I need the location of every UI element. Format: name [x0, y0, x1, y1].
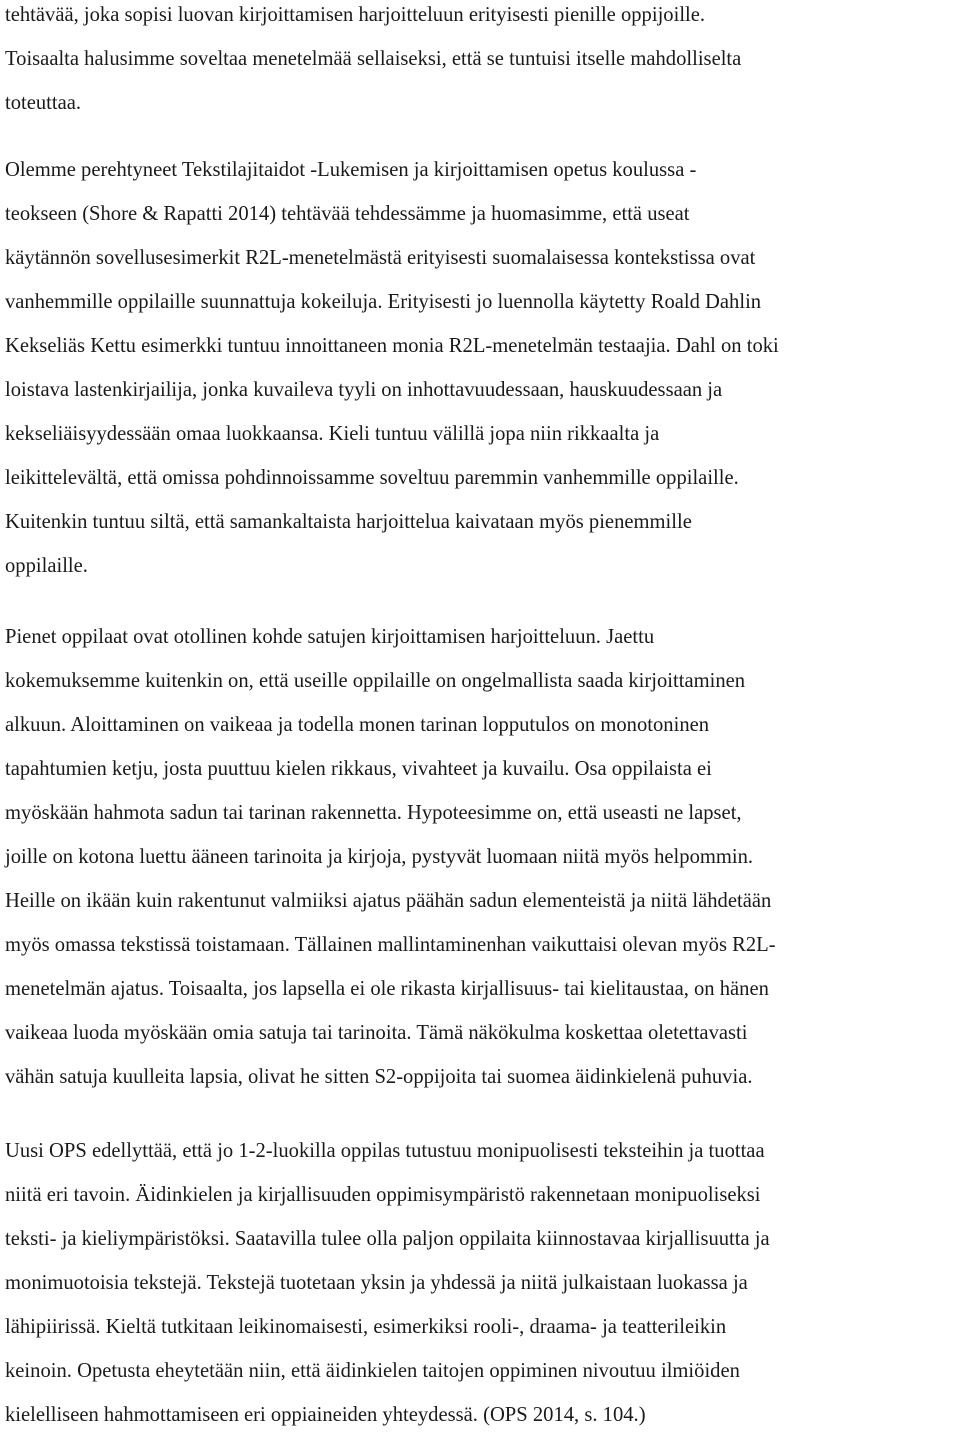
text-line: teksti- ja kieliympäristöksi. Saatavilla tulee olla paljon oppilaita kiinnostavaa kirjallisuutta ja — [5, 1228, 770, 1250]
text-line: Toisaalta halusimme soveltaa menetelmää sellaiseksi, että se tuntuisi itselle mahdolliselta — [5, 48, 742, 70]
text-line: lähipiirissä. Kieltä tutkitaan leikinomaisesti, esimerkiksi rooli-, draama- ja teatterileikin — [5, 1316, 727, 1338]
text-line: teokseen (Shore & Rapatti 2014) tehtävää tehdessämme ja huomasimme, että useat — [5, 203, 690, 225]
text-line: Uusi OPS edellyttää, että jo 1-2-luokilla oppilas tutustuu monipuolisesti teksteihin ja tuottaa — [5, 1140, 765, 1162]
text-line: keinoin. Opetusta eheytetään niin, että äidinkielen taitojen oppiminen nivoutuu ilmiöiden — [5, 1360, 740, 1382]
text-line: vähän satuja kuulleita lapsia, olivat he sitten S2-oppijoita tai suomea äidinkielenä puhuvia. — [5, 1066, 753, 1088]
text-line: kielelliseen hahmottamiseen eri oppiaineiden yhteydessä. (OPS 2014, s. 104.) — [5, 1404, 646, 1426]
text-line: menetelmän ajatus. Toisaalta, jos lapsella ei ole rikasta kirjallisuus- tai kielitaustaa, on hänen — [5, 978, 769, 1000]
text-line: myöskään hahmota sadun tai tarinan rakennetta. Hypoteesimme on, että useasti ne lapset, — [5, 802, 742, 824]
text-line: tehtävää, joka sopisi luovan kirjoittamisen harjoitteluun erityisesti pienille oppijoille. — [5, 4, 706, 26]
text-line: oppilaille. — [5, 555, 88, 577]
text-line: monimuotoisia tekstejä. Tekstejä tuotetaan yksin ja yhdessä ja niitä julkaistaan luokassa ja — [5, 1272, 748, 1294]
text-line: Kuitenkin tuntuu siltä, että samankaltaista harjoittelua kaivataan myös pienemmille — [5, 511, 692, 533]
text-line: alkuun. Aloittaminen on vaikeaa ja todella monen tarinan lopputulos on monotoninen — [5, 714, 710, 736]
text-line: Kekseliäs Kettu esimerkki tuntuu innoittaneen monia R2L-menetelmän testaajia. Dahl on toki — [5, 335, 779, 357]
text-line: vanhemmille oppilaille suunnattuja kokeiluja. Erityisesti jo luennolla käytetty Roald Dahlin — [5, 291, 762, 313]
text-line: Heille on ikään kuin rakentunut valmiiksi ajatus päähän sadun elementeistä ja niitä lähdetään — [5, 890, 772, 912]
text-line: Pienet oppilaat ovat otollinen kohde satujen kirjoittamisen harjoitteluun. Jaettu — [5, 626, 655, 648]
text-line: niitä eri tavoin. Äidinkielen ja kirjallisuuden oppimisympäristö rakennetaan monipuoliseksi — [5, 1184, 761, 1206]
text-line: kekseliäisyydessään omaa luokkaansa. Kieli tuntuu välillä jopa niin rikkaalta ja — [5, 423, 660, 445]
text-line: myös omassa tekstissä toistamaan. Tällainen mallintaminenhan vaikuttaisi olevan myös R2L- — [5, 934, 776, 956]
text-line: käytännön sovellusesimerkit R2L-menetelmästä erityisesti suomalaisessa kontekstissa ovat — [5, 247, 756, 269]
text-line: vaikeaa luoda myöskään omia satuja tai tarinoita. Tämä näkökulma koskettaa oletettavasti — [5, 1022, 748, 1044]
text-line: loistava lastenkirjailija, jonka kuvaileva tyyli on inhottavuudessaan, hauskuudessaan ja — [5, 379, 723, 401]
text-line: Olemme perehtyneet Tekstilajitaidot -Lukemisen ja kirjoittamisen opetus koulussa - — [5, 159, 697, 181]
text-line: joille on kotona luettu ääneen tarinoita ja kirjoja, pystyvät luomaan niitä myös helpommin. — [5, 846, 754, 868]
text-line: kokemuksemme kuitenkin on, että useille oppilaille on ongelmallista saada kirjoittaminen — [5, 670, 746, 692]
text-line: toteuttaa. — [5, 92, 82, 114]
text-line: leikittelevältä, että omissa pohdinnoissamme soveltuu paremmin vanhemmille oppilaille. — [5, 467, 739, 489]
text-line: tapahtumien ketju, josta puuttuu kielen rikkaus, vivahteet ja kuvailu. Osa oppilaista ei — [5, 758, 712, 780]
